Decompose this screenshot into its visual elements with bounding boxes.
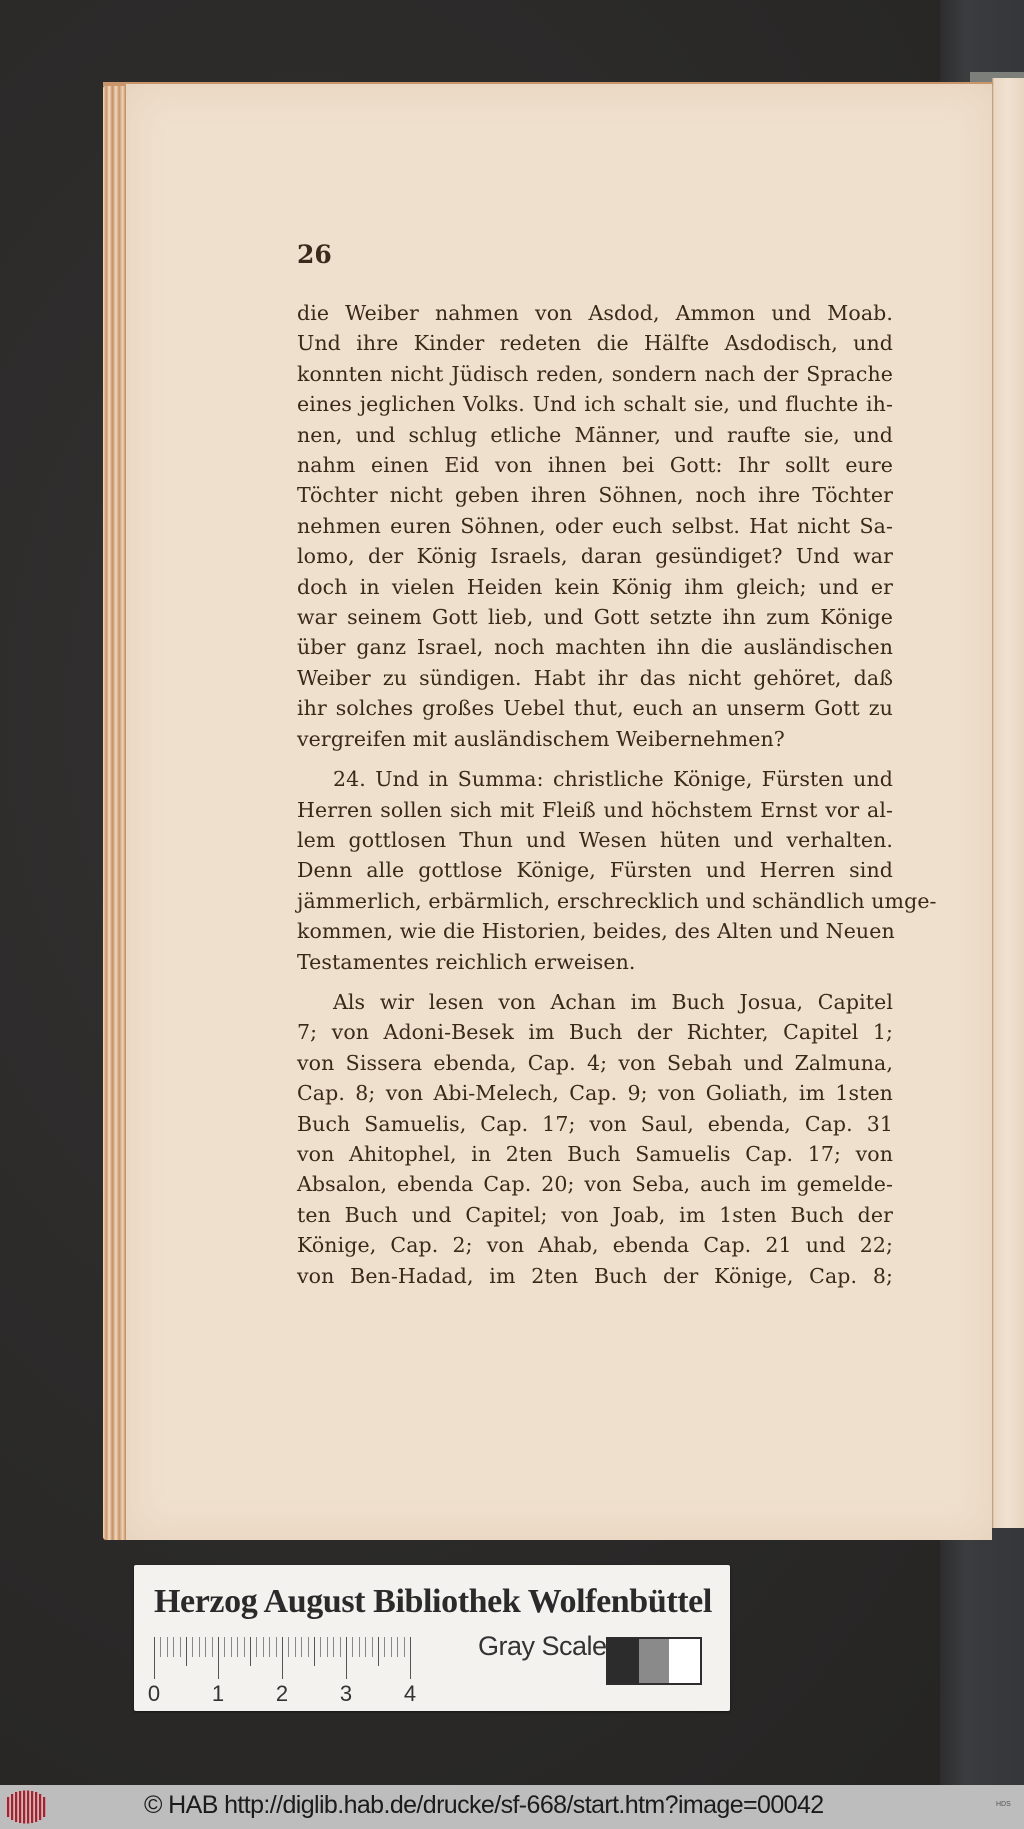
ruler-tick [320,1637,321,1657]
gray-swatch-cell [639,1639,670,1683]
text-line: von Sissera ebenda, Cap. 4; von Sebah und Zalmuna, [297,1050,893,1075]
ruler-tick [288,1637,289,1657]
ruler-tick [359,1637,360,1657]
paragraph-spacer [297,977,893,987]
ruler-tick [199,1637,200,1657]
text-line: 7; von Adoni-Besek im Buch der Richter, Capitel 1; [297,1020,893,1045]
ruler-label: 2 [275,1681,289,1706]
ruler-tick [301,1637,302,1657]
text-line: eines jeglichen Volks. Und ich schalt sie, und fluchte ih- [297,392,893,417]
text-line: lem gottlosen Thun und Wesen hüten und verhalten. [297,827,893,852]
page-text [297,298,937,1291]
ruler-label: 0 [147,1681,161,1706]
text-line: Töchter nicht geben ihren Söhnen, noch ihre Töchter [297,483,893,508]
ruler-tick [205,1637,206,1657]
ruler-tick [180,1637,181,1657]
text-line: jämmerlich, erbärmlich, erschrecklich und schändlich umge- [297,888,937,913]
ruler-tick [333,1637,334,1657]
ruler-tick [404,1637,405,1657]
ruler-tick [314,1637,315,1666]
copyright-url[interactable]: © HAB http://diglib.hab.de/drucke/sf-668/start.htm?image=00042 [144,1791,824,1819]
ruler-tick [384,1637,385,1657]
gray-scale-swatch [606,1637,702,1685]
gray-swatch-cell [669,1639,700,1683]
ruler-tick [231,1637,232,1657]
paragraph-2 [297,764,937,977]
ruler-tick [173,1637,174,1657]
text-line: Herren sollen sich mit Fleiß und höchstem Ernst vor al- [297,797,893,822]
ruler-label: 4 [403,1681,417,1706]
library-name: Herzog August Bibliothek Wolfenbüttel [154,1583,712,1620]
text-line: die Weiber nahmen von Asdod, Ammon und Moab. [297,301,893,325]
ruler-tick [192,1637,193,1657]
text-line: war seinem Gott lieb, und Gott setzte ihn zum Könige [297,605,893,630]
ruler-tick [263,1637,264,1657]
page-number: 26 [297,240,332,269]
text-line: Weiber zu sündigen. Habt ihr das nicht gehöret, daß [297,665,893,690]
ruler-tick [340,1637,341,1657]
ruler-tick [154,1637,155,1679]
ruler-label: 1 [211,1681,225,1706]
text-line: Testamentes reichlich erweisen. [297,949,636,974]
text-line: nehmen euren Söhnen, oder euch selbst. Hat nicht Sa- [297,513,893,538]
ruler-tick [327,1637,328,1657]
text-line: von Ben-Hadad, im 2ten Buch der Könige, Cap. 8; [297,1263,893,1288]
ruler-tick [224,1637,225,1657]
ruler-tick [391,1637,392,1657]
ruler-tick [276,1637,277,1657]
ruler-tick [372,1637,373,1657]
ruler-tick [410,1637,411,1679]
ruler-tick [308,1637,309,1657]
text-line: ihr solches großes Uebel thut, euch an unserm Gott zu [297,696,893,721]
text-line: Buch Samuelis, Cap. 17; von Saul, ebenda, Cap. 31 [297,1111,893,1136]
text-line: 24. Und in Summa: christliche Könige, Fürsten und [333,767,893,792]
ruler-tick [160,1637,161,1657]
ruler-tick [256,1637,257,1657]
text-line: kommen, wie die Historien, beides, des Alten und Neuen [297,919,895,944]
ruler-tick [397,1637,398,1657]
text-line: nahm einen Eid von ihnen bei Gott: Ihr sollt eure [297,453,893,478]
text-line: Als wir lesen von Achan im Buch Josua, Capitel [333,989,893,1014]
text-line: ten Buch und Capitel; von Joab, im 1sten Buch der [297,1202,893,1227]
text-line: lomo, der König Israels, daran gesündiget? Und war [297,544,893,569]
text-line: doch in vielen Heiden kein König ihm gleich; und er [297,574,893,599]
text-line: von Ahitophel, in 2ten Buch Samuelis Cap. 17; von [297,1141,893,1166]
paragraph-spacer [297,754,893,764]
cm-ruler [147,1637,417,1706]
text-line: nen, und schlug etliche Männer, und raufte sie, und [297,422,893,447]
hab-logo-icon [5,1790,47,1824]
footer-bar [0,1785,1024,1829]
text-line: vergreifen mit ausländischem Weibernehmen? [297,726,785,751]
ruler-tick [352,1637,353,1657]
text-line: konnten nicht Jüdisch reden, sondern nach der Sprache [297,361,893,386]
ruler-tick [237,1637,238,1657]
ruler-tick [167,1637,168,1657]
ruler-tick [186,1637,187,1666]
ruler-tick [269,1637,270,1657]
ruler-tick [218,1637,219,1679]
ruler-tick [365,1637,366,1657]
text-line: Cap. 8; von Abi-Melech, Cap. 9; von Goliath, im 1sten [297,1081,893,1106]
ruler-tick [295,1637,296,1657]
text-line: Könige, Cap. 2; von Ahab, ebenda Cap. 21 und 22; [297,1233,893,1258]
text-line: Absalon, ebenda Cap. 20; von Seba, auch im gemelde- [297,1172,893,1197]
reference-card [134,1565,730,1711]
facing-page-edge [992,78,1024,1528]
gray-scale-label: Gray Scale [478,1631,607,1661]
text-line: über ganz Israel, noch machten ihn die ausländischen [297,635,893,660]
text-line: Denn alle gottlose Könige, Fürsten und Herren sind [297,858,893,883]
ruler-tick [250,1637,251,1666]
ruler-tick [212,1637,213,1657]
ruler-tick [282,1637,283,1679]
ruler-tick [378,1637,379,1666]
text-line: Und ihre Kinder redeten die Hälfte Asdodisch, und [297,331,893,356]
small-mark: HDS [996,1801,1011,1808]
paragraph-3 [297,987,893,1291]
ruler-tick [346,1637,347,1679]
gray-swatch-cell [608,1639,639,1683]
paragraph-1 [297,298,893,754]
ruler-tick [244,1637,245,1657]
ruler-label: 3 [339,1681,353,1706]
